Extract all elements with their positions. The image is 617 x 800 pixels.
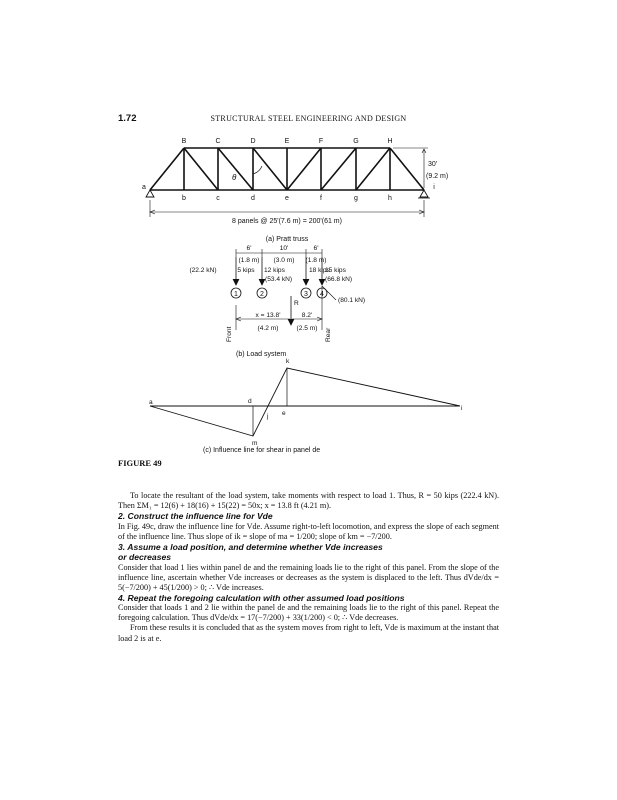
- spacing-label: 6': [246, 245, 252, 252]
- il-label-a: a: [149, 399, 153, 406]
- load2-metric: (53.4 kN): [265, 276, 293, 283]
- load1-metric: (22.2 kN): [189, 267, 217, 274]
- node-label: D: [250, 138, 256, 145]
- end-post-right: [390, 148, 424, 190]
- step-heading: 2. Construct the influence line for Vde: [118, 511, 273, 522]
- right-support-icon: [420, 190, 428, 197]
- load4-label: 15 kips: [325, 267, 346, 274]
- top-node-labels: [182, 138, 393, 145]
- spacing-metric: (1.8 m): [305, 257, 327, 264]
- load4-metric: (80.1 kN): [338, 297, 366, 304]
- load-id-circles: [231, 288, 327, 298]
- spacing-metric: (1.8 m): [238, 257, 260, 264]
- il-label-k: k: [286, 358, 290, 365]
- spacing-label: 6': [313, 245, 319, 252]
- pratt-truss-diagram: [150, 148, 424, 190]
- node-label: H: [387, 138, 393, 145]
- influence-line-diagram: [150, 368, 460, 436]
- il-label-d: d: [248, 398, 252, 405]
- span-label: 8 panels @ 25'(7.6 m) = 200'(61 m): [232, 218, 342, 225]
- running-title: STRUCTURAL STEEL ENGINEERING AND DESIGN: [210, 114, 407, 123]
- x-metric: (4.2 m): [257, 325, 279, 332]
- node-label: F: [318, 138, 324, 145]
- span-dimension: [150, 200, 424, 217]
- node-label: d: [251, 195, 255, 202]
- node-label: f: [320, 195, 322, 202]
- end-post-left: [150, 148, 184, 190]
- node-label: h: [388, 195, 392, 202]
- load2-label: 12 kips: [264, 267, 285, 274]
- load-id: 1: [234, 291, 238, 298]
- height-metric: (9.2 m): [426, 173, 449, 180]
- paragraph: Consider that loads 1 and 2 lie within the panel de and the remaining loads lie to the right of this panel. Repeat the foregoing calculation. Thus dVde/dx = 17(−7/200) + 33(1/200) < 0; ∴ Vde decreases.: [118, 603, 499, 623]
- left-support-icon: [146, 190, 154, 197]
- figure-label: FIGURE 49: [118, 458, 162, 468]
- paragraph: In Fig. 49c, draw the influence line for Vde. Assume right-to-left locomotion, and express the slope of each segment of the influence line. Thus slope of ik = slope of ma = 1/200; slope of km = −7/200.: [118, 521, 499, 541]
- node-label: E: [284, 138, 290, 145]
- load-id: 2: [260, 291, 264, 298]
- load3-label: 18 kips: [309, 267, 330, 274]
- node-label: a: [142, 184, 146, 191]
- node-label: c: [216, 195, 220, 202]
- height-label: 30': [428, 161, 438, 168]
- load-system-labels: [189, 245, 365, 342]
- r-dist-label: 8.2': [301, 312, 313, 319]
- node-label: e: [285, 195, 289, 202]
- load-system-caption: (b) Load system: [236, 351, 287, 358]
- step-heading: 4. Repeat the foregoing calculation with other assumed load positions: [118, 592, 405, 603]
- body-text: [118, 491, 499, 644]
- resultant-label: R: [294, 300, 299, 307]
- step-heading: 3. Assume a load position, and determine whether Vde increases: [118, 541, 383, 552]
- il-label-i: i: [461, 405, 463, 412]
- node-label: g: [354, 195, 358, 202]
- node-label: B: [181, 138, 187, 145]
- il-label-m: m: [252, 440, 258, 447]
- node-label: i: [433, 184, 435, 191]
- node-label: b: [182, 195, 186, 202]
- paragraph: From these results it is concluded that as the system moves from right to left, Vde is maximum at the instant that load 2 is at e.: [118, 623, 499, 643]
- load34-metric: (66.8 kN): [325, 276, 353, 283]
- node-label: G: [353, 138, 359, 145]
- page-number: 1.72: [118, 113, 137, 124]
- rear-label: Rear: [325, 327, 332, 342]
- il-label-j: j: [267, 413, 269, 420]
- r-dist-metric: (2.5 m): [296, 325, 318, 332]
- front-label: Front: [226, 326, 233, 342]
- load-id: 3: [304, 291, 308, 298]
- load1-label: 5 kips: [237, 267, 255, 274]
- influence-caption: (c) Influence line for shear in panel de: [203, 447, 321, 454]
- x-label: x = 13.8': [255, 312, 281, 319]
- spacing-label: 10': [279, 245, 289, 252]
- il-label-e: e: [282, 410, 286, 417]
- influence-line: [150, 368, 460, 436]
- bottom-node-labels: [142, 184, 435, 202]
- load-id: 4: [320, 291, 324, 298]
- paragraph: Consider that load 1 lies within panel de and the remaining loads lie to the right of this panel. From the slope of the influence line, ascertain whether Vde increases or decreases as the system is displaced to the left. Thus dVde/dx = 5(−7/200) + 45(1/200) > 0; ∴ Vde increases.: [118, 562, 499, 592]
- theta-label: θ: [232, 173, 237, 182]
- influence-labels: [149, 358, 463, 447]
- height-dimension: [393, 148, 428, 188]
- paragraph: To locate the resultant of the load system, take moments with respect to load 1. Thus, R = 50 kips (222.4 kN). Then ΣM₁ = 12(6) + 18(16) + 15(22) = 50x; x = 13.8 ft (4.21 m).: [118, 491, 499, 511]
- truss-caption: (a) Pratt truss: [265, 236, 309, 243]
- verticals: [184, 148, 390, 190]
- spacing-metric: (3.0 m): [273, 257, 295, 264]
- theta-arc: [253, 166, 262, 174]
- node-label: C: [215, 138, 221, 145]
- step-heading-cont: or decreases: [118, 552, 172, 563]
